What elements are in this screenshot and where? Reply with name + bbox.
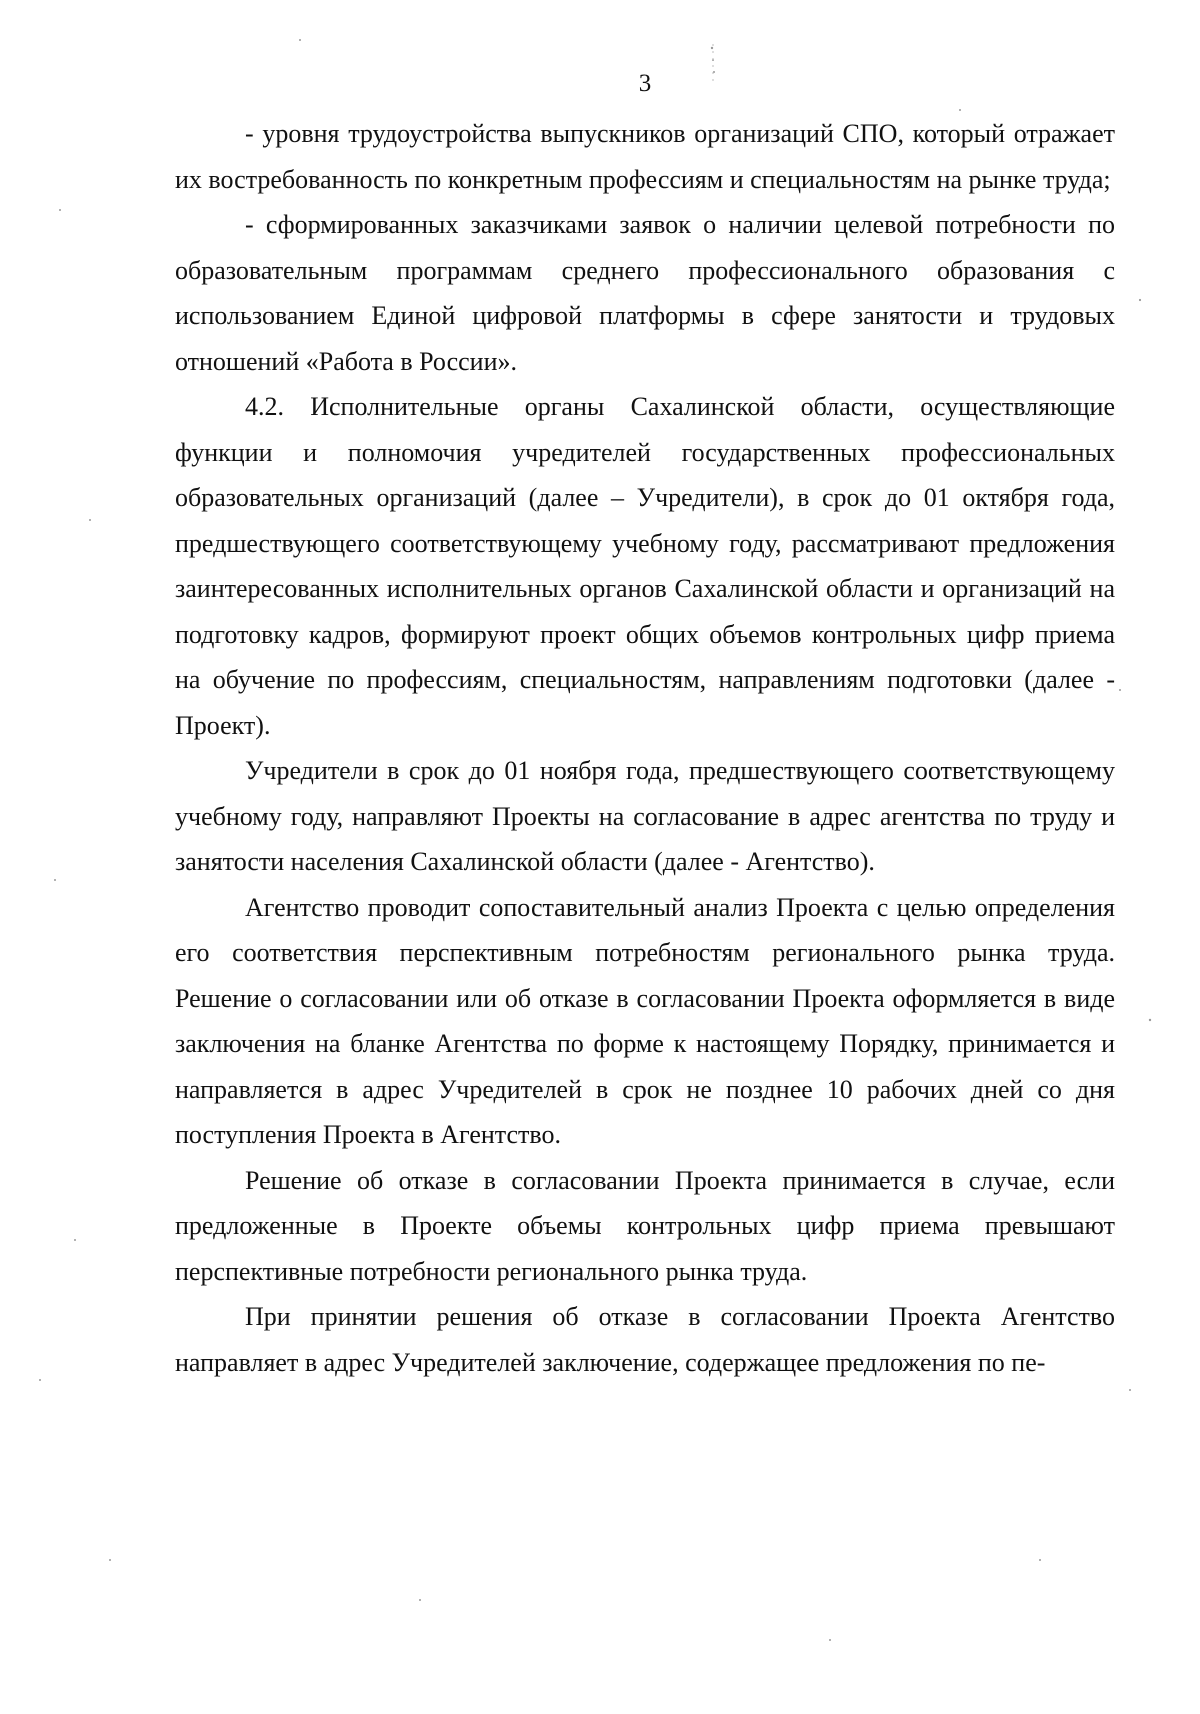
- paragraph-target-demand-requests: - сформированных заказчиками заявок о наличии целевой потребности по образовательным программам среднего профессионального образования с использованием Единой цифровой платформы в сфере занятости и трудовых отношений «Работа в России».: [175, 210, 1115, 376]
- document-body: [175, 111, 1115, 1385]
- paragraph-refusal-condition: Решение об отказе в согласовании Проекта принимается в случае, если предложенные в Проекте объемы контрольных цифр приема превышают перспективные потребности регионального рынка труда.: [175, 1165, 1115, 1286]
- paragraph-agency-analysis: Агентство проводит сопоставительный анализ Проекта с целью определения его соответствия перспективным потребностям регионального рынка труда. Решение о согласовании или об отказе в согласовании Проекта оформляется в виде заключения на бланке Агентства по форме к настоящему Порядку, принимается и направляется в адрес Учредителей в срок не позднее 10 рабочих дней со дня поступления Проекта в Агентство.: [175, 892, 1115, 1149]
- page-number: 3: [638, 70, 652, 97]
- paragraph-refusal-procedure: При принятии решения об отказе в согласовании Проекта Агентство направляет в адрес Учредителей заключение, содержащее предложения по пе-: [175, 1302, 1115, 1377]
- paragraph-section-4-2: 4.2. Исполнительные органы Сахалинской области, осуществляющие функции и полномочия учредителей государственных профессиональных образовательных организаций (далее – Учредители), в срок до 01 октября года, предшествующего соответствующему учебному году, рассматривают предложения заинтересованных исполнительных органов Сахалинской области и организаций на подготовку кадров, формируют проект общих объемов контрольных цифр приема на обучение по профессиям, специальностям, направлениям подготовки (далее - Проект).: [175, 392, 1115, 740]
- paragraph-employment-level: - уровня трудоустройства выпускников организаций СПО, который отражает их востребованность по конкретным профессиям и специальностям на рынке труда;: [175, 119, 1115, 194]
- paragraph-founders-deadline: Учредители в срок до 01 ноября года, предшествующего соответствующему учебному году, направляют Проекты на согласование в адрес агентства по труду и занятости населения Сахалинской области (далее - Агентство).: [175, 756, 1115, 876]
